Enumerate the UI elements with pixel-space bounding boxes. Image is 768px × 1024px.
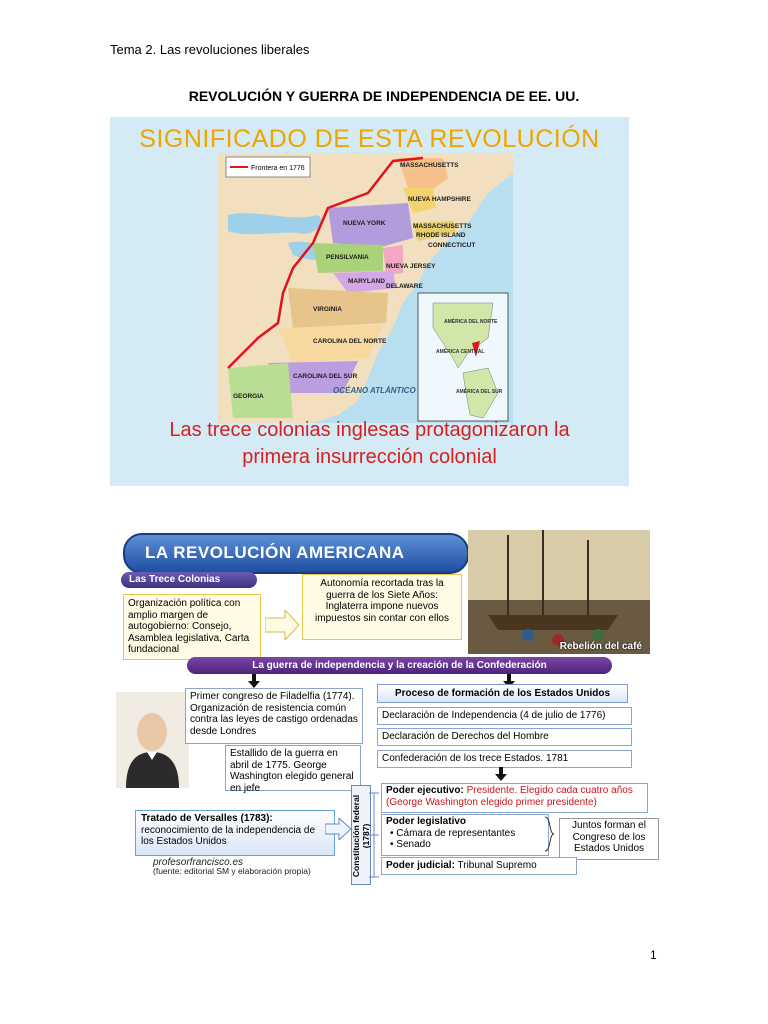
- photo-label: Rebelión del café: [559, 641, 642, 652]
- svg-text:NUEVA YORK: NUEVA YORK: [343, 220, 386, 227]
- tratado-versalles-box: Tratado de Versalles (1783): reconocimiento de la independencia de los Estados Unidos: [135, 810, 335, 856]
- svg-text:MASSACHUSETTS: MASSACHUSETTS: [400, 162, 459, 169]
- congreso-filadelfia-box: Primer congreso de Filadelfia (1774). Organización de resistencia común contra las leyes de castigo ordenadas desde Londres: [185, 688, 363, 744]
- slide1-caption: Las trece colonias inglesas protagonizaron la primera insurrección colonial: [169, 419, 570, 468]
- proceso-item: Declaración de Independencia (4 de julio de 1776): [377, 707, 632, 725]
- document-title: REVOLUCIÓN Y GUERRA DE INDEPENDENCIA DE EE. UU.: [188, 88, 580, 104]
- map-legend: Frontera en 1776: [251, 165, 305, 172]
- svg-text:NUEVA HAMPSHIRE: NUEVA HAMPSHIRE: [408, 196, 471, 203]
- georgia-region: [228, 363, 293, 418]
- revolution-banner: LA REVOLUCIÓN AMERICANA: [123, 533, 469, 574]
- svg-text:AMÉRICA DEL NORTE: AMÉRICA DEL NORTE: [444, 319, 498, 325]
- proceso-item: Confederación de los trece Estados. 1781: [377, 750, 632, 768]
- arrow-down-icon: [248, 674, 260, 688]
- trece-colonias-tag: Las Trece Colonias: [121, 572, 257, 588]
- boston-tea-party-image: [468, 530, 650, 654]
- arrow-right-icon: [325, 818, 351, 840]
- svg-text:DELAWARE: DELAWARE: [386, 283, 423, 290]
- constitution-bracket: [369, 785, 381, 885]
- constitucion-federal: Constitución federal (1787): [351, 785, 371, 885]
- thirteen-colonies-map: [218, 153, 513, 423]
- ocean-label: OCÉANO ATLÁNTICO: [333, 386, 416, 395]
- guerra-independencia-bar: La guerra de independencia y la creación de la Confederación: [187, 657, 612, 674]
- svg-text:GEORGIA: GEORGIA: [233, 393, 264, 400]
- organizacion-box: Organización política con amplio margen de autogobierno: Consejo, Asamblea legislativa, Carta fundacional: [123, 594, 261, 660]
- slide-significado: [110, 117, 629, 486]
- source-credit: profesorfrancisco.es (fuente: editorial SM y elaboración propia): [153, 857, 311, 876]
- svg-text:PENSILVANIA: PENSILVANIA: [326, 254, 369, 261]
- svg-text:AMÉRICA DEL SUR: AMÉRICA DEL SUR: [456, 389, 503, 395]
- arrow-down-icon: [495, 767, 507, 781]
- congreso-note-box: Juntos forman el Congreso de los Estados Unidos: [559, 818, 659, 860]
- svg-text:NUEVA JERSEY: NUEVA JERSEY: [386, 263, 436, 270]
- svg-text:RHODE ISLAND: RHODE ISLAND: [416, 232, 466, 239]
- svg-text:AMÉRICA CENTRAL: AMÉRICA CENTRAL: [436, 349, 485, 355]
- running-header: Tema 2. Las revoluciones liberales: [110, 42, 310, 57]
- poder-legislativo-box: Poder legislativo • Cámara de representantes • Senado: [381, 814, 549, 856]
- poder-judicial-box: Poder judicial: Tribunal Supremo: [381, 857, 577, 875]
- autonomia-box: Autonomía recortada tras la guerra de los Siete Años: Inglaterra impone nuevos impuestos sin contar con ellos: [302, 574, 462, 640]
- new-jersey-region: [383, 245, 403, 275]
- svg-text:CAROLINA DEL SUR: CAROLINA DEL SUR: [293, 373, 358, 380]
- brace-icon: [545, 816, 555, 852]
- svg-text:CAROLINA DEL NORTE: CAROLINA DEL NORTE: [313, 338, 387, 345]
- arrow-right-icon: [265, 610, 301, 640]
- svg-text:MARYLAND: MARYLAND: [348, 278, 385, 285]
- slide-revolucion-americana: [113, 530, 650, 885]
- svg-text:VIRGINIA: VIRGINIA: [313, 306, 342, 313]
- poder-ejecutivo-box: Poder ejecutivo: Presidente. Elegido cada cuatro años (George Washington elegido primer presidente): [381, 783, 648, 813]
- george-washington-portrait: [116, 692, 189, 788]
- proceso-title: Proceso de formación de los Estados Unidos: [377, 684, 628, 703]
- svg-text:CONNECTICUT: CONNECTICUT: [428, 242, 476, 249]
- svg-text:MASSACHUSETTS: MASSACHUSETTS: [413, 223, 472, 230]
- page-number: 1: [650, 948, 657, 962]
- slide1-title: SIGNIFICADO DE ESTA REVOLUCIÓN: [139, 125, 600, 153]
- proceso-item: Declaración de Derechos del Hombre: [377, 728, 632, 746]
- estallido-guerra-box: Estallido de la guerra en abril de 1775. George Washington elegido general en jefe: [225, 745, 361, 791]
